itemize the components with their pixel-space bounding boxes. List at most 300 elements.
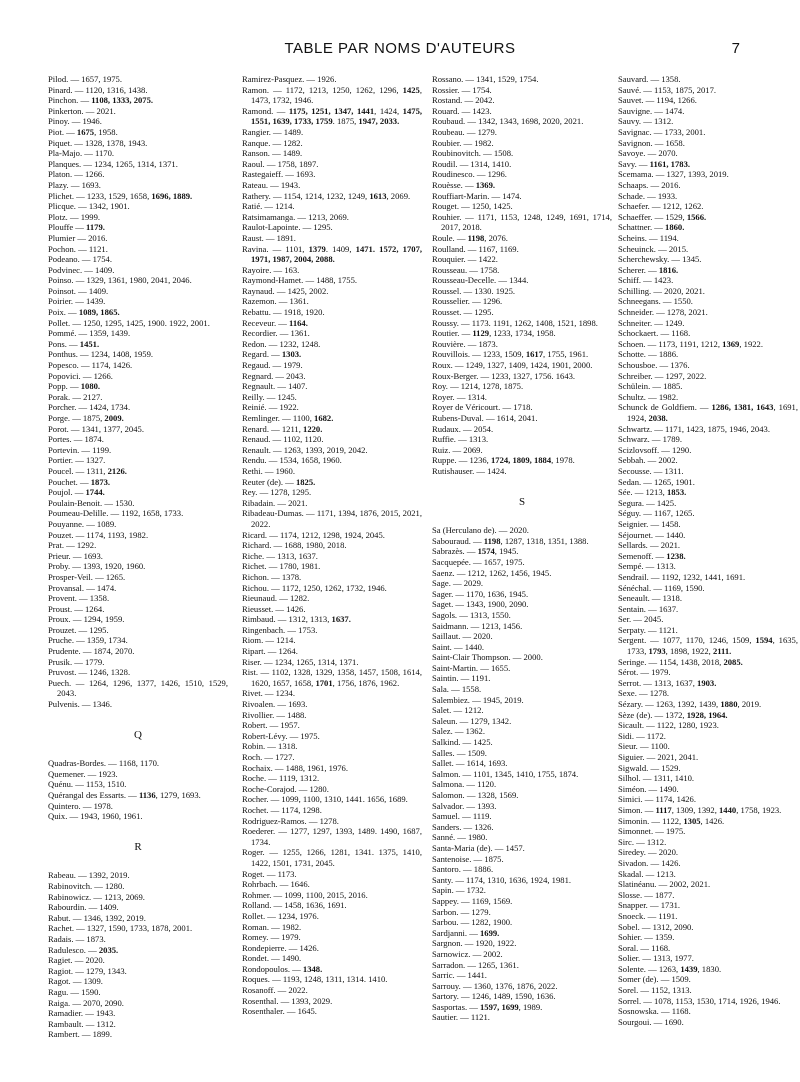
index-entry: Salvador. — 1393. <box>432 800 497 811</box>
index-entry: Rossier. — 1754. <box>432 84 492 95</box>
bold-reference: 1286, 1381, 1643 <box>711 402 774 413</box>
bold-reference: 1699. <box>479 927 500 938</box>
index-entry: Raymond-Hamet. — 1488, 1755. <box>242 275 358 286</box>
index-entry: Remlinger. — 1100, 1682. <box>242 413 334 423</box>
index-entry: Sicault. — 1122, 1280, 1923. <box>618 720 719 731</box>
index-entry: Sarnowicz. — 2002. <box>432 948 503 959</box>
index-entry: Regnault. — 1407. <box>242 381 308 392</box>
index-entry: Snapper. — 1731. <box>618 900 681 911</box>
index-entry: Pilod. — 1657, 1975. <box>48 74 123 84</box>
index-entry: Salkind. — 1425. <box>432 737 493 748</box>
index-entry: Sourgoui. — 1690. <box>618 1016 684 1027</box>
bold-reference: 1117 <box>655 804 672 815</box>
bold-reference: 1475, 1551, 1639, 1733, 1759 <box>251 105 423 127</box>
index-entry: Rosenthal. — 1393, 2029. <box>242 995 333 1006</box>
bold-reference: 1880 <box>720 699 738 710</box>
index-entry: Seneault. — 1318. <box>618 593 682 604</box>
index-entry: Popesco. — 1174, 1426. <box>48 360 133 371</box>
index-entry: Quemener. — 1923. <box>48 768 118 779</box>
index-entry: Santenoise. — 1875. <box>432 853 504 864</box>
index-entry: Sargnon. — 1920, 1922. <box>432 938 517 949</box>
index-entry: Robert. — 1957. <box>242 720 300 731</box>
index-entry: Poucel. — 1311, 2126. <box>48 465 127 476</box>
index-entry: Roulland. — 1167, 1169. <box>432 243 519 254</box>
index-entry: Sorrel. — 1078, 1153, 1530, 1714, 1926, 1946. <box>618 995 781 1006</box>
index-entry: Rosenthaler. — 1645. <box>242 1006 317 1017</box>
bold-reference: 2126. <box>107 465 127 476</box>
bold-reference: 1873. <box>90 476 111 487</box>
bold-reference: 2009. <box>104 413 124 423</box>
index-entry: Rivollier. — 1488. <box>242 709 307 720</box>
index-entry: Reinié. — 1922. <box>242 402 299 413</box>
bold-reference: 1198 <box>467 232 485 243</box>
index-entry: Ragiet. — 2020. <box>48 955 105 966</box>
index-entry: Provent. — 1358. <box>48 593 110 604</box>
index-entry: Sézary. — 1263, 1392, 1439, 1880, 2019. <box>618 699 762 710</box>
index-entry: Redon. — 1232, 1248. <box>242 338 321 349</box>
index-entry: Portier. — 1327. <box>48 455 106 466</box>
index-entry: Porot. — 1341, 1377, 2045. <box>48 423 144 434</box>
bold-reference: 1451. <box>79 338 100 349</box>
bold-reference: 1108, 1333, 2075. <box>91 95 154 106</box>
index-entry: Quix. — 1943, 1960, 1961. <box>48 811 143 822</box>
index-entry: Rostand. — 2042. <box>432 95 495 106</box>
index-entry: Podvinec. — 1409. <box>48 264 115 275</box>
index-entry: Portevin. — 1199. <box>48 444 112 455</box>
bold-reference: 1080. <box>80 381 101 392</box>
index-entry: Rist. — 1102, 1328, 1329, 1358, 1457, 1508, 1614, 1620, 1657, 1658, 1701, 1756, 1876, 1962. <box>242 667 422 688</box>
section-letter: S <box>518 495 526 508</box>
index-entry: Radulesco. — 2035. <box>48 944 119 955</box>
index-entry: Sarradon. — 1265, 1361. <box>432 959 519 970</box>
index-entry: Simici. — 1174, 1426. <box>618 794 696 805</box>
index-entry: Ruppe. — 1236, 1724, 1809, 1884, 1978. <box>432 455 575 466</box>
index-entry: Renault. — 1263, 1393, 2019, 2042. <box>242 444 368 455</box>
bold-reference: 1369. <box>475 179 496 190</box>
index-entry: Saidmann. — 1213, 1456. <box>432 620 523 631</box>
index-entry: Puech. — 1264, 1296, 1377, 1426, 1510, 1529, 2043. <box>48 677 228 699</box>
index-entry: Ragu. — 1590. <box>48 986 101 997</box>
index-entry: Roche-Corajod. — 1280. <box>242 783 329 794</box>
index-entry: Salez. — 1362. <box>432 726 485 737</box>
index-entry: Rambault. — 1312. <box>48 1018 116 1029</box>
index-entry: Sieur. — 1100. <box>618 741 670 752</box>
index-entry: Schwartz. — 1171, 1423, 1875, 1946, 2043. <box>618 423 770 434</box>
index-entry: Sacquepée. — 1657, 1975. <box>432 556 525 567</box>
index-entry: Poulain-Benoit. — 1530. <box>48 497 135 508</box>
index-entry: Ratsimamanga. — 1213, 2069. <box>242 211 349 222</box>
index-entry: Plichet. — 1233, 1529, 1658, 1696, 1889. <box>48 190 193 201</box>
index-entry: Reilly. — 1245. <box>242 391 297 402</box>
index-entry: Schülein. — 1885. <box>618 381 683 392</box>
index-entry: Recordier. — 1361. <box>242 328 310 339</box>
index-entry: Pons. — 1451. <box>48 338 100 349</box>
index-entry: Provansal. — 1474. <box>48 582 117 593</box>
index-entry: Rateau. — 1943. <box>242 179 301 190</box>
index-entry: Riom. — 1214. <box>242 635 296 646</box>
index-entry: Poinsot. — 1409. <box>48 285 109 296</box>
bold-reference: 1574 <box>477 546 495 557</box>
index-entry: Sohier. — 1359. <box>618 932 675 943</box>
index-entry: Samuel. — 1119. <box>432 811 492 822</box>
index-entry: Sauvigne. — 1474. <box>618 105 685 116</box>
index-entry: Riser. — 1234, 1265, 1314, 1371. <box>242 656 359 667</box>
index-entry: Sidi. — 1172. <box>618 730 666 741</box>
bold-reference: 1903. <box>697 677 717 688</box>
index-entry: Rouhier. — 1171, 1153, 1248, 1249, 1691, 1714, 2017, 2018. <box>432 211 612 233</box>
index-entry: Sénéchal. — 1169, 1590. <box>618 582 705 593</box>
index-entry: Roubinovitch. — 1508. <box>432 148 514 159</box>
index-entry: Rondepierre. — 1426. <box>242 942 319 953</box>
index-entry: Rivet. — 1234. <box>242 688 295 699</box>
index-entry: Skadal. — 1213. <box>618 868 676 879</box>
index-entry: Savignon. — 1658. <box>618 137 685 148</box>
bold-reference: 1637. <box>331 614 351 625</box>
index-entry: Sigwald. — 1529. <box>618 762 681 773</box>
index-entry: Rabeau. — 1392, 2019. <box>48 870 130 881</box>
bold-reference: 1724, 1809, 1884 <box>490 455 552 466</box>
index-entry: Séguy. — 1167, 1265. <box>618 508 695 519</box>
index-entry: Rey. — 1278, 1295. <box>242 487 312 498</box>
bold-reference: 1617 <box>525 349 544 360</box>
index-entry: Roger. — 1255, 1266, 1281, 1341. 1375, 1410, 1422, 1501, 1731, 2045. <box>242 847 422 868</box>
index-entry: Regard. — 1303. <box>242 349 302 360</box>
index-entry: Poirier. — 1439. <box>48 296 106 307</box>
index-entry: Raulot-Lapointe. — 1295. <box>242 222 333 233</box>
index-entry: Sorel. — 1152, 1313. <box>618 985 692 996</box>
index-entry: Schneegans. — 1550. <box>618 296 693 307</box>
index-entry: Sarrouy. — 1360, 1376, 1876, 2022. <box>432 980 558 991</box>
index-entry: Rabourdin. — 1409. <box>48 902 119 913</box>
index-entry: Plumier — 2016. <box>48 232 108 243</box>
index-entry: Saint-Martin. — 1655. <box>432 662 511 673</box>
index-entry: Romey. — 1979. <box>242 932 301 943</box>
index-entry: Pinard. — 1120, 1316, 1438. <box>48 84 148 95</box>
index-entry: Rouvillois. — 1233, 1509, 1617, 1755, 1961. <box>432 349 589 360</box>
index-entry: Roche. — 1119, 1312. <box>242 773 320 784</box>
index-entry: Saleun. — 1279, 1342. <box>432 715 512 726</box>
index-entry: Sapin. — 1732. <box>432 885 486 896</box>
index-entry: Ravina. — 1101, 1379. 1409, 1471. 1572, 1707, 1971, 1987, 2004, 2088. <box>242 243 423 265</box>
bold-reference: 2035. <box>98 944 119 955</box>
index-entry: Reuter (de). — 1825. <box>242 476 316 487</box>
index-entry: Schwarz. — 1789. <box>618 434 682 445</box>
index-entry: Riche. — 1313, 1637. <box>242 550 318 561</box>
index-entry: Roch. — 1727. <box>242 752 295 762</box>
index-entry: Pinchon. — 1108, 1333, 2075. <box>48 95 154 106</box>
index-entry: Pinoy. — 1946. <box>48 116 102 127</box>
index-entry: Platon. — 1266. <box>48 169 105 180</box>
index-column-4 <box>618 74 798 1027</box>
index-entry: Seringe. — 1154, 1438, 2018, 2085. <box>618 656 743 667</box>
index-entry: Sauvet. — 1194, 1266. <box>618 95 697 106</box>
bold-reference: 1220. <box>303 423 323 434</box>
index-entry: Simon. — 1117, 1309, 1392, 1440, 1758, 1923. <box>618 804 782 815</box>
index-entry: Plazy. — 1693. <box>48 179 101 190</box>
bold-reference: 1675 <box>76 126 95 137</box>
bold-reference: 1860. <box>665 222 685 233</box>
index-entry: Roget. — 1173. <box>242 868 297 879</box>
bold-reference: 1348. <box>302 963 323 974</box>
index-column-3 <box>432 74 612 1023</box>
index-entry: Slosse. — 1877. <box>618 889 675 900</box>
index-entry: Ruffie. — 1313. <box>432 434 489 445</box>
index-entry: Saget. — 1343, 1900, 2090. <box>432 599 529 610</box>
index-entry: Rocher. — 1099, 1100, 1310, 1441. 1656, 1689. <box>242 794 408 805</box>
index-entry: Rosanoff. — 2022. <box>242 985 308 996</box>
index-entry: Sedan. — 1265, 1901. <box>618 476 695 487</box>
index-entry: Savy. — 1161, 1783. <box>618 158 691 169</box>
index-entry: Schoen. — 1173, 1191, 1212, 1369, 1922. <box>618 338 763 349</box>
bold-reference: 1303. <box>281 349 302 360</box>
index-entry: Santoro. — 1886. <box>432 864 494 875</box>
index-entry: Royer. — 1314. <box>432 391 487 402</box>
index-entry: Siredey. — 2020. <box>618 847 679 858</box>
index-entry: Snoeck. — 1191. <box>618 910 678 921</box>
index-entry: Routier. — 1129, 1233, 1734, 1958. <box>432 328 556 339</box>
index-entry: Pouyanne. — 1089. <box>48 518 117 529</box>
index-entry: Saint. — 1440. <box>432 641 485 652</box>
index-entry: Sanders. — 1326. <box>432 821 494 832</box>
page-header <box>50 40 750 64</box>
index-entry: Scheuinck. — 2015. <box>618 243 689 254</box>
index-entry: Scheins. — 1194. <box>618 232 679 243</box>
index-entry: Piquet. — 1328, 1378, 1943. <box>48 137 148 148</box>
bold-reference: 1175, 1251, 1347, 1441 <box>288 105 375 116</box>
index-entry: Ripart. — 1264. <box>242 646 298 657</box>
index-entry: Salmon. — 1101, 1345, 1410, 1755, 1874. <box>432 768 579 779</box>
index-entry: Seignier. — 1458. <box>618 518 681 529</box>
index-entry: Roubaud. — 1342, 1343, 1698, 2020, 2021. <box>432 116 584 127</box>
index-entry: Sartory. — 1246, 1489, 1590, 1636. <box>432 991 556 1002</box>
bold-reference: 1161, 1783. <box>649 158 691 169</box>
index-entry: Royer de Véricourt. — 1718. <box>432 402 533 413</box>
bold-reference: 1471. 1572, 1707, 1971, 1987, 2004, 2088. <box>251 243 423 265</box>
index-entry: Ricard. — 1174, 1212, 1298, 1924, 2045. <box>242 529 385 540</box>
index-entry: Roman. — 1982. <box>242 921 302 932</box>
index-entry: Schneider. — 1278, 2021. <box>618 307 708 318</box>
index-entry: Ser. — 2045. <box>618 614 664 625</box>
index-entry: Schiff. — 1423. <box>618 275 674 286</box>
index-entry: Schultz. — 1982. <box>618 391 679 402</box>
index-entry: Sivadon. — 1426. <box>618 857 681 868</box>
bold-reference: 1682. <box>314 413 334 423</box>
index-entry: Proust. — 1264. <box>48 603 105 614</box>
index-entry: Simonin. — 1122, 1305, 1426. <box>618 815 725 826</box>
bold-reference: 1701 <box>315 677 333 688</box>
index-entry: Solente. — 1263, 1439, 1830. <box>618 963 722 974</box>
index-entry: Salembiez. — 1945, 2019. <box>432 694 524 705</box>
index-entry: Salet. — 1212. <box>432 705 484 716</box>
bold-reference: 1594 <box>755 635 773 646</box>
index-entry: Rolland. — 1458, 1636, 1691. <box>242 900 347 911</box>
index-entry: Schade. — 1933. <box>618 190 678 201</box>
bold-reference: 1089, 1865. <box>78 307 120 318</box>
index-entry: Schotte. — 1886. <box>618 349 679 360</box>
index-entry: Richou. — 1172, 1250, 1262, 1732, 1946. <box>242 582 387 593</box>
index-entry: Scherer. — 1816. <box>618 264 679 275</box>
index-entry: Quénu. — 1153, 1510. <box>48 779 127 790</box>
index-entry: Ragot. — 1309. <box>48 976 103 987</box>
index-entry: Quintero. — 1978. <box>48 800 113 811</box>
index-entry: Schousboe. — 1376. <box>618 360 690 371</box>
bold-reference: 1928, 1964. <box>686 709 728 720</box>
index-entry: Rochaix. — 1488, 1961, 1976. <box>242 762 348 773</box>
index-entry: Ramadier. — 1943. <box>48 1008 116 1019</box>
index-entry: Savignac. — 1733, 2001. <box>618 126 706 137</box>
index-entry: Roubeau. — 1279. <box>432 126 497 137</box>
index-entry: Rohmer. — 1099, 1100, 2015, 2016. <box>242 889 368 900</box>
bold-reference: 1947, 2033. <box>358 116 400 127</box>
index-entry: Sempé. — 1313. <box>618 561 676 572</box>
index-entry: Quérangal des Essarts. — 1136, 1279, 1693. <box>48 790 201 800</box>
index-entry: Sappey. — 1169, 1569. <box>432 895 513 906</box>
index-entry: Sabouraud. — 1198, 1287, 1318, 1351, 1388. <box>432 535 589 546</box>
index-entry: Sager. — 1170, 1636, 1945. <box>432 588 529 599</box>
bold-reference: 2085. <box>723 656 743 667</box>
index-entry: Rouvière. — 1873. <box>432 338 498 349</box>
bold-reference: 1613 <box>369 190 387 201</box>
index-entry: Poinso. — 1329, 1361, 1980, 2041, 2046. <box>48 275 192 286</box>
index-entry: Sendrail. — 1192, 1232, 1441, 1691. <box>618 571 746 582</box>
index-entry: Rondet. — 1490. <box>242 953 302 964</box>
index-entry: Sexe. — 1278. <box>618 688 670 699</box>
index-entry: Rastegaieff. — 1693. <box>242 169 316 180</box>
index-entry: Rayoire. — 163. <box>242 264 300 275</box>
index-entry: Roussy. — 1173. 1191, 1262, 1408, 1521, 1898. <box>432 317 598 328</box>
index-entry: Pulvenis. — 1346. <box>48 699 112 710</box>
page-title: TABLE PAR NOMS D'AUTEURS <box>284 40 516 57</box>
index-entry: Rivoalen. — 1693. <box>242 699 308 710</box>
index-entry: Pruche. — 1359, 1734. <box>48 635 128 646</box>
index-entry: Roques. — 1193, 1248, 1311, 1314. 1410. <box>242 974 388 985</box>
index-entry: Silhol. — 1311, 1410. <box>618 773 695 784</box>
index-entry: Siguier. — 2021, 2041. <box>618 752 699 762</box>
index-entry: Pollet. — 1250, 1295, 1425, 1900. 1922, 2001. <box>48 317 210 328</box>
index-entry: Renard. — 1211, 1220. <box>242 423 323 434</box>
index-entry: Salomon. — 1328, 1569. <box>432 790 519 800</box>
bold-reference: 1129 <box>472 328 490 339</box>
index-entry: Porcher. — 1424, 1734. <box>48 402 131 413</box>
index-entry: Sellards. — 2021. <box>618 540 681 551</box>
index-entry: Sauvard. — 1358. <box>618 74 681 84</box>
index-entry: Secousse. — 1311. <box>618 465 684 476</box>
index-entry: Rathery. — 1154, 1214, 1232, 1249, 1613, 2069. <box>242 190 411 201</box>
index-entry: Sa (Herculano de). — 2020. <box>432 525 529 536</box>
bold-reference: 1369 <box>722 338 740 349</box>
bold-reference: 1825. <box>295 476 316 487</box>
index-entry: Rieusset. — 1426. <box>242 603 306 614</box>
index-entry: Sarbou. — 1282, 1900. <box>432 917 513 928</box>
index-entry: Savoye. — 2070. <box>618 148 678 159</box>
index-entry: Ramond. — 1175, 1251, 1347, 1441, 1424, 1475, 1551, 1639, 1733, 1759. 1875, 1947, 2033. <box>242 105 423 127</box>
index-entry: Prusik. — 1779. <box>48 656 105 667</box>
index-entry: Saintin. — 1191. <box>432 673 491 684</box>
index-entry: Saenz. — 1212, 1262, 1456, 1945. <box>432 567 552 578</box>
index-entry: Robin. — 1318. <box>242 741 298 752</box>
index-entry: Sabrazès. — 1574, 1945. <box>432 546 519 557</box>
index-entry: Santy. — 1174, 1310, 1636, 1924, 1981. <box>432 874 572 885</box>
index-entry: Sasportas. — 1597, 1699, 1989. <box>432 1001 543 1012</box>
index-entry: Rousset. — 1295. <box>432 307 494 318</box>
bold-reference: 1179. <box>86 222 105 233</box>
index-entry: Popovici. — 1266. <box>48 370 113 381</box>
index-entry: Poujol. — 1744. <box>48 487 105 498</box>
index-entry: Schaefer. — 1212, 1262. <box>618 201 704 212</box>
index-entry: Popp. — 1080. <box>48 381 101 392</box>
index-entry: Podeano. — 1754. <box>48 254 112 265</box>
index-entry: Sarbon. — 1279. <box>432 906 491 917</box>
index-entry: Robert-Lévy. — 1975. <box>242 730 320 741</box>
index-entry: Sala. — 1558. <box>432 684 482 695</box>
index-entry: Semenoff. — 1238. <box>618 550 686 561</box>
index-entry: Schunck de Goldfiem. — 1286, 1381, 1643, 1691, 1924, 2038. <box>618 402 799 423</box>
index-entry: Schreiber. — 1297, 2022. <box>618 370 707 381</box>
index-entry: Quadras-Bordes. — 1168, 1170. <box>48 758 160 769</box>
index-entry: Roudil. — 1314, 1410. <box>432 158 512 169</box>
bold-reference: 1164. <box>289 317 308 328</box>
index-entry: Soral. — 1168. <box>618 942 671 953</box>
index-entry: Rousselier. — 1296. <box>432 296 503 307</box>
index-entry: Somer (de). — 1509. <box>618 974 691 985</box>
index-entry: Raynaud. — 1425, 2002. <box>242 285 329 296</box>
index-entry: Rouèsse. — 1369. <box>432 179 496 190</box>
bold-reference: 1198 <box>483 535 501 546</box>
index-entry: Rachet. — 1327, 1590, 1733, 1878, 2001. <box>48 923 193 934</box>
index-entry: Ruiz. — 2069. <box>432 444 483 455</box>
bold-reference: 2038. <box>648 413 668 423</box>
index-entry: Roussel. — 1330. 1925. <box>432 285 516 296</box>
index-entry: Schaaps. — 2016. <box>618 179 681 190</box>
index-entry: Simonnet. — 1975. <box>618 826 686 837</box>
index-entry: Ranson. — 1489. <box>242 148 303 159</box>
index-entry: Ramon. — 1172, 1213, 1250, 1262, 1296, 1425, 1473, 1732, 1946. <box>242 84 422 106</box>
index-entry: Sérot. — 1979. <box>618 667 671 678</box>
index-entry: Rimbaud. — 1312, 1313, 1637. <box>242 614 351 625</box>
index-entry: Schneiter. — 1249. <box>618 317 685 328</box>
index-entry: Serrot. — 1313, 1637, 1903. <box>618 677 717 688</box>
index-entry: Plotz. — 1999. <box>48 211 101 222</box>
index-entry: Sentain. — 1637. <box>618 603 679 614</box>
bold-reference: 1597, 1699 <box>479 1001 519 1012</box>
index-entry: Roy. — 1214, 1278, 1875. <box>432 381 524 392</box>
index-entry: Ribadeau-Dumas. — 1171, 1394, 1876, 2015, 2021, 2022. <box>242 508 422 529</box>
index-entry: Sagols. — 1313, 1550. <box>432 609 511 620</box>
index-entry: Rangier. — 1489. <box>242 126 304 137</box>
index-entry: Segura. — 1425. <box>618 497 677 508</box>
index-entry: Sanné. — 1980. <box>432 832 488 843</box>
index-entry: Sée. — 1213, 1853. <box>618 487 687 498</box>
index-entry: Séjournet. — 1440. <box>618 529 686 540</box>
index-entry: Pouchet. — 1873. <box>48 476 111 487</box>
index-column-1 <box>48 74 228 1040</box>
bold-reference: 1816. <box>658 264 679 275</box>
bold-reference: 1379 <box>308 243 326 254</box>
index-entry: Salmona. — 1120. <box>432 779 497 790</box>
index-entry: Richard. — 1688, 1980, 2018. <box>242 540 347 551</box>
index-entry: Siméon. — 1490. <box>618 783 679 794</box>
index-entry: Saillaut. — 2020. <box>432 631 493 642</box>
index-entry: Rouquier. — 1422. <box>432 254 498 265</box>
bold-reference: 1696, 1889. <box>151 190 193 201</box>
index-entry: Rabinovitch. — 1280. <box>48 880 125 891</box>
index-entry: Rouard. — 1423. <box>432 105 492 116</box>
index-entry: Rethi. — 1960. <box>242 465 295 476</box>
bold-reference: 1853. <box>666 487 687 498</box>
index-entry: Rondopoulos. — 1348. <box>242 963 323 974</box>
index-entry: Pla-Majo. — 1170. <box>48 148 115 159</box>
index-entry: Proby. — 1393, 1920, 1960. <box>48 561 146 572</box>
